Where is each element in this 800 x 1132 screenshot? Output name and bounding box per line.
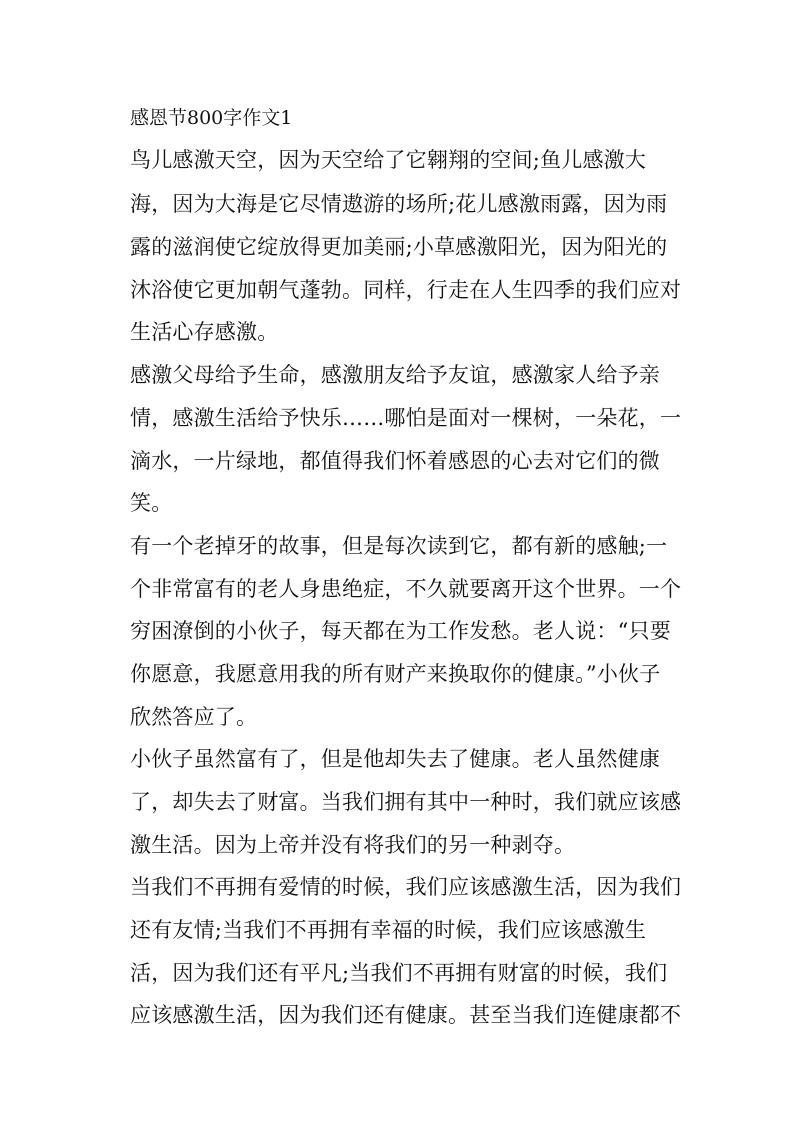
text-line: 了，却失去了财富。当我们拥有其中一种时，我们就应该感: [130, 790, 682, 814]
text-line: 海，因为大海是它尽情遨游的场所;花儿感激雨露，因为雨: [130, 192, 668, 216]
text-line: 活，因为我们还有平凡;当我们不再拥有财富的时候，我们: [130, 961, 668, 985]
text-line: 穷困潦倒的小伙子，每天都在为工作发愁。老人说：“只要: [130, 619, 671, 643]
text-line: 当我们不再拥有爱情的时候，我们应该感激生活，因为我们: [130, 875, 682, 899]
text-line: 小伙子虽然富有了，但是他却失去了健康。老人虽然健康: [130, 747, 660, 771]
text-line: 情，感激生活给予快乐……哪怕是面对一棵树，一朵花，一: [130, 406, 682, 430]
text-line: 沐浴使它更加朝气蓬勃。同样，行走在人生四季的我们应对: [130, 278, 682, 302]
text-line: 激生活。因为上帝并没有将我们的另一种剥夺。: [130, 833, 576, 857]
text-line: 滴水，一片绿地，都值得我们怀着感恩的心去对它们的微: [130, 449, 660, 473]
text-line: 露的滋润使它绽放得更加美丽;小草感激阳光，因为阳光的: [130, 235, 668, 259]
text-line: 应该感激生活，因为我们还有健康。甚至当我们连健康都不: [130, 1003, 682, 1027]
text-line: 鸟儿感激天空，因为天空给了它翱翔的空间;鱼儿感激大: [130, 148, 647, 172]
text-line: 笑。: [130, 491, 173, 515]
text-line: 有一个老掉牙的故事，但是每次读到它，都有新的感触;一: [130, 534, 668, 558]
document-title: 感恩节800字作文1: [130, 107, 293, 129]
text-line: 你愿意，我愿意用我的所有财产来换取你的健康。”小伙子: [130, 662, 661, 686]
text-line: 还有友情;当我们不再拥有幸福的时候，我们应该感激生: [130, 918, 647, 942]
text-line: 感激父母给予生命，感激朋友给予友谊，感激家人给予亲: [130, 363, 660, 387]
text-line: 生活心存感激。: [130, 320, 279, 344]
text-line: 欣然答应了。: [130, 705, 258, 729]
text-line: 个非常富有的老人身患绝症，不久就要离开这个世界。一个: [130, 577, 682, 601]
